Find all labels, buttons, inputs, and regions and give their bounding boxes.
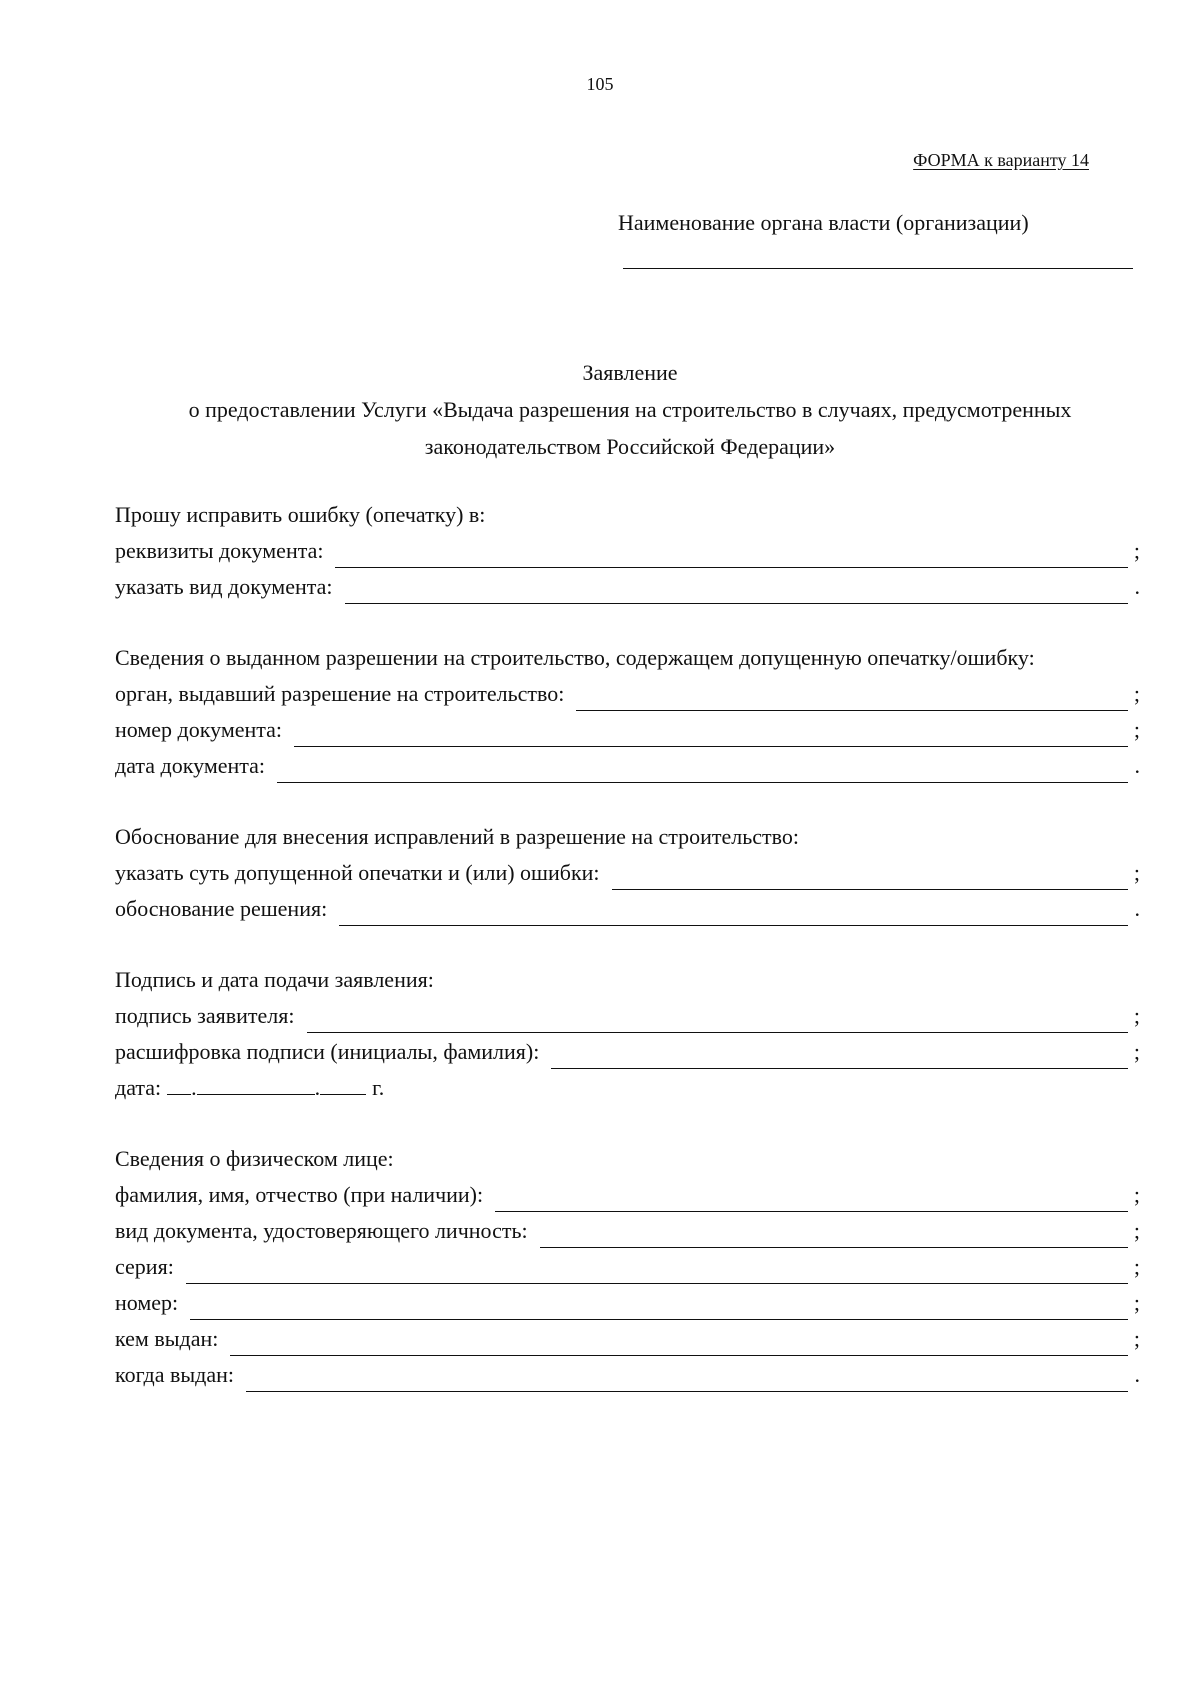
issue-date-field[interactable]: [246, 1369, 1128, 1392]
document-title: [0, 354, 1200, 465]
issuing-authority-row: [115, 676, 1140, 712]
field-end: ;: [1133, 1326, 1140, 1351]
page-number: 105: [586, 74, 614, 94]
field-label: обоснование решения:: [115, 896, 328, 921]
field-end: ;: [1133, 860, 1140, 885]
title-line-3: законодательством Российской Федерации»: [424, 434, 836, 459]
date-year-field[interactable]: [320, 1074, 366, 1095]
signature-section: [115, 962, 1140, 1106]
title-line-2: о предоставлении Услуги «Выдача разрешения на строительство в случаях, предусмотренных: [188, 397, 1072, 422]
field-end: ;: [1133, 681, 1140, 706]
id-number-field[interactable]: [190, 1297, 1128, 1320]
field-label: фамилия, имя, отчество (при наличии):: [115, 1182, 484, 1207]
id-number-row: [115, 1285, 1140, 1321]
id-document-type-field[interactable]: [540, 1225, 1128, 1248]
permit-section: [115, 640, 1140, 784]
document-details-row: [115, 533, 1140, 569]
field-label: дата:: [115, 1075, 162, 1100]
field-end: ;: [1133, 1290, 1140, 1315]
justification-section: [115, 819, 1140, 927]
field-label: подпись заявителя:: [115, 1003, 295, 1028]
id-document-type-row: [115, 1213, 1140, 1249]
section-heading: Прошу исправить ошибку (опечатку) в:: [115, 502, 486, 527]
field-label: указать суть допущенной опечатки и (или) ошибки:: [115, 860, 600, 885]
field-label: номер документа:: [115, 717, 283, 742]
authority-name-field[interactable]: [623, 268, 1133, 269]
form-variant-tag: ФОРМА к варианту 14: [913, 150, 1089, 170]
date-separator: .: [191, 1075, 197, 1100]
correction-section: [115, 497, 1140, 605]
permit-number-field[interactable]: [294, 724, 1128, 747]
document-type-row: [115, 569, 1140, 605]
year-suffix: г.: [372, 1075, 385, 1100]
signature-transcript-field[interactable]: [551, 1046, 1128, 1069]
issued-by-field[interactable]: [230, 1333, 1128, 1356]
field-end: .: [1134, 574, 1140, 599]
section-heading: Подпись и дата подачи заявления:: [115, 967, 434, 992]
authority-name-label: Наименование органа власти (организации): [618, 210, 1029, 235]
error-essence-field[interactable]: [612, 867, 1128, 890]
permit-date-row: [115, 748, 1140, 784]
date-month-field[interactable]: [197, 1074, 315, 1095]
field-end: ;: [1133, 1218, 1140, 1243]
field-label: вид документа, удостоверяющего личность:: [115, 1218, 528, 1243]
field-label: реквизиты документа:: [115, 538, 324, 563]
document-type-field[interactable]: [345, 581, 1128, 604]
field-end: .: [1134, 753, 1140, 778]
field-end: ;: [1133, 1003, 1140, 1028]
field-label: номер:: [115, 1290, 179, 1315]
id-series-row: [115, 1249, 1140, 1285]
signature-row: [115, 998, 1140, 1034]
submission-date-row: [115, 1070, 1140, 1106]
signature-field[interactable]: [307, 1010, 1128, 1033]
error-essence-row: [115, 855, 1140, 891]
issue-date-row: [115, 1357, 1140, 1393]
permit-date-field[interactable]: [277, 760, 1128, 783]
field-label: серия:: [115, 1254, 174, 1279]
issuing-authority-field[interactable]: [576, 688, 1128, 711]
section-heading: Обоснование для внесения исправлений в разрешение на строительство:: [115, 824, 800, 849]
field-end: ;: [1133, 1254, 1140, 1279]
decision-basis-row: [115, 891, 1140, 927]
field-end: ;: [1133, 538, 1140, 563]
field-end: .: [1134, 1362, 1140, 1387]
field-label: когда выдан:: [115, 1362, 234, 1387]
field-end: ;: [1133, 1039, 1140, 1064]
field-end: .: [1134, 896, 1140, 921]
decision-basis-field[interactable]: [339, 903, 1128, 926]
field-label: орган, выдавший разрешение на строительство:: [115, 681, 565, 706]
full-name-row: [115, 1177, 1140, 1213]
field-label: расшифровка подписи (инициалы, фамилия):: [115, 1039, 540, 1064]
date-day-field[interactable]: [167, 1074, 191, 1095]
permit-number-row: [115, 712, 1140, 748]
form-body: [115, 497, 1140, 1393]
full-name-field[interactable]: [495, 1189, 1128, 1212]
section-heading: Сведения о выданном разрешении на строительство, содержащем допущенную опечатку/ошибку:: [115, 645, 1035, 670]
id-series-field[interactable]: [186, 1261, 1128, 1284]
field-end: ;: [1133, 717, 1140, 742]
issued-by-row: [115, 1321, 1140, 1357]
field-label: дата документа:: [115, 753, 266, 778]
section-heading: Сведения о физическом лице:: [115, 1146, 394, 1171]
field-label: кем выдан:: [115, 1326, 219, 1351]
title-line-1: Заявление: [582, 360, 678, 385]
person-section: [115, 1141, 1140, 1393]
date-separator: .: [314, 1075, 321, 1100]
document-details-field[interactable]: [335, 545, 1128, 568]
signature-transcript-row: [115, 1034, 1140, 1070]
field-label: указать вид документа:: [115, 574, 333, 599]
field-end: ;: [1133, 1182, 1140, 1207]
